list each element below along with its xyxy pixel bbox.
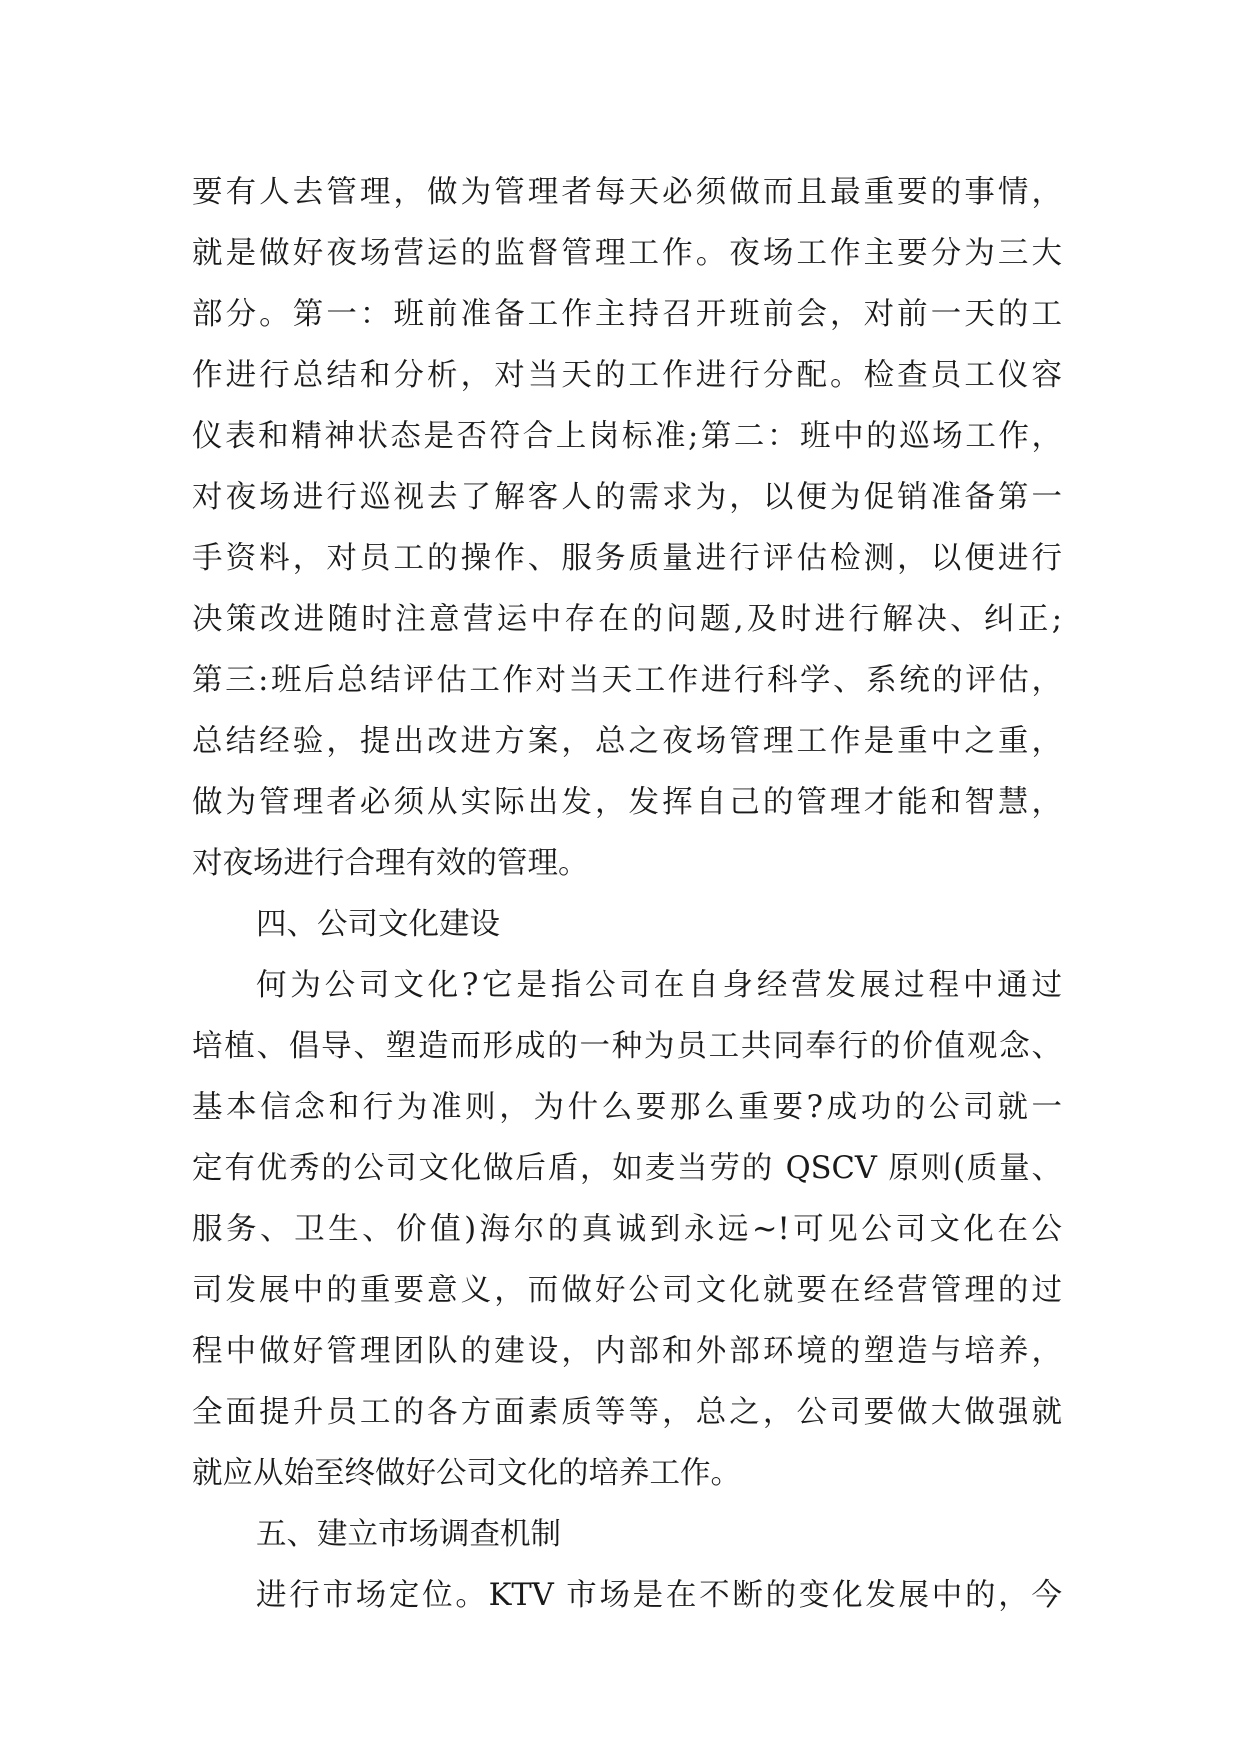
text-line: 手资料，对员工的操作、服务质量进行评估检测，以便进行 bbox=[192, 541, 1062, 576]
text-line: 四、公司文化建设 bbox=[256, 907, 500, 942]
text-line: 要有人去管理，做为管理者每天必须做而且最重要的事情， bbox=[192, 175, 1062, 210]
text-line: 部分。第一：班前准备工作主持召开班前会，对前一天的工 bbox=[192, 297, 1062, 332]
text-line: 服务、卫生、价值)海尔的真诚到永远~!可见公司文化在公 bbox=[192, 1212, 1062, 1247]
text-line: 何为公司文化?它是指公司在自身经营发展过程中通过 bbox=[256, 968, 1062, 1003]
text-line: 就应从始至终做好公司文化的培养工作。 bbox=[192, 1456, 741, 1491]
text-line: 决策改进随时注意营运中存在的问题,及时进行解决、纠正; bbox=[192, 602, 1062, 637]
text-line: 程中做好管理团队的建设，内部和外部环境的塑造与培养， bbox=[192, 1334, 1062, 1369]
text-line: 仪表和精神状态是否符合上岗标准;第二：班中的巡场工作， bbox=[192, 419, 1062, 454]
text-line: 对夜场进行巡视去了解客人的需求为，以便为促销准备第一 bbox=[192, 480, 1062, 515]
body-text bbox=[192, 162, 1062, 1626]
text-line: 司发展中的重要意义，而做好公司文化就要在经营管理的过 bbox=[192, 1273, 1062, 1308]
text-line: 培植、倡导、塑造而形成的一种为员工共同奉行的价值观念、 bbox=[192, 1029, 1062, 1064]
text-line: 就是做好夜场营运的监督管理工作。夜场工作主要分为三大 bbox=[192, 236, 1062, 271]
text-line: 总结经验，提出改进方案，总之夜场管理工作是重中之重， bbox=[192, 724, 1062, 759]
text-line: 做为管理者必须从实际出发，发挥自己的管理才能和智慧， bbox=[192, 785, 1062, 820]
text-line: 全面提升员工的各方面素质等等，总之，公司要做大做强就 bbox=[192, 1395, 1062, 1430]
text-line: 第三:班后总结评估工作对当天工作进行科学、系统的评估， bbox=[192, 663, 1062, 698]
text-line: 进行市场定位。KTV 市场是在不断的变化发展中的，今 bbox=[256, 1578, 1062, 1613]
text-line: 定有优秀的公司文化做后盾，如麦当劳的 QSCV 原则(质量、 bbox=[192, 1151, 1062, 1186]
text-line: 对夜场进行合理有效的管理。 bbox=[192, 846, 589, 881]
text-line: 五、建立市场调查机制 bbox=[256, 1517, 561, 1552]
text-line: 基本信念和行为准则，为什么要那么重要?成功的公司就一 bbox=[192, 1090, 1062, 1125]
text-line: 作进行总结和分析，对当天的工作进行分配。检查员工仪容 bbox=[192, 358, 1062, 393]
